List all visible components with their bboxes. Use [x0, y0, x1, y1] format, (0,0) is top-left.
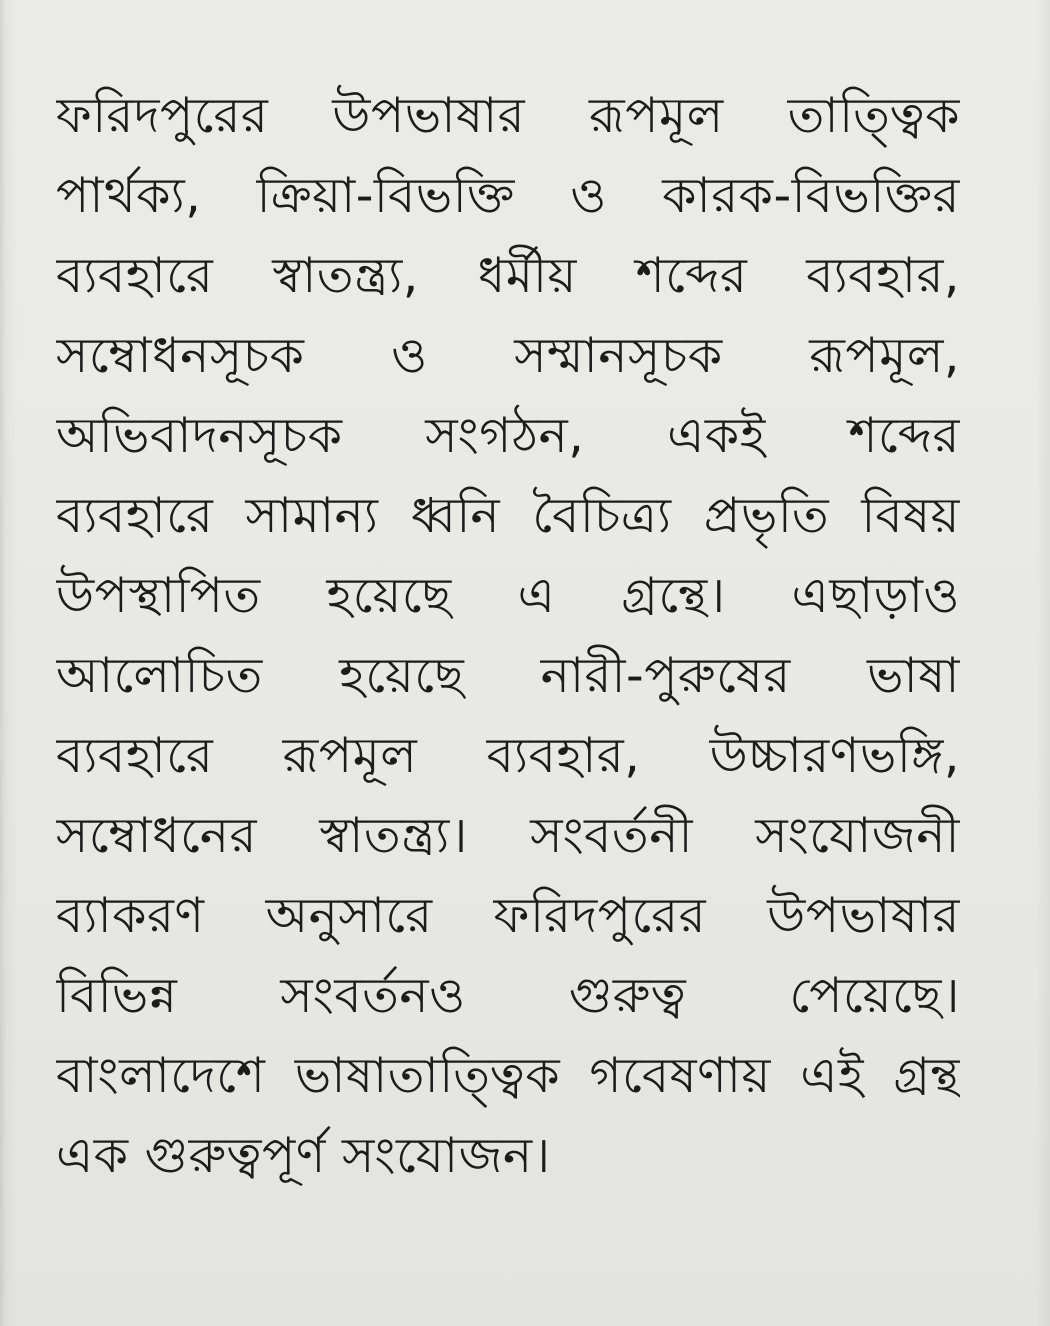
text-line: সম্বোধনের স্বাতন্ত্র্য। সংবর্তনী সংযোজনী — [56, 807, 960, 864]
text-line: পার্থক্য, ক্রিয়া-বিভক্তি ও কারক-বিভক্তির — [56, 167, 960, 224]
text-line-last: এক গুরুত্বপূর্ণ সংযোজন। — [56, 1127, 551, 1184]
text-line: সম্বোধনসূচক ও সম্মানসূচক রূপমূল, — [56, 327, 960, 384]
text-line: ফরিদপুরের উপভাষার রূপমূল তাত্ত্বিক — [56, 87, 960, 144]
text-line: ব্যবহারে সামান্য ধ্বনি বৈচিত্র্য প্রভৃতি বিষয় — [56, 487, 960, 544]
text-line: ব্যবহারে রূপমূল ব্যবহার, উচ্চারণভঙ্গি, — [56, 727, 960, 784]
text-line: উপস্থাপিত হয়েছে এ গ্রন্থে। এছাড়াও — [56, 567, 960, 624]
text-line: ব্যবহারে স্বাতন্ত্র্য, ধর্মীয় শব্দের ব্যবহার, — [56, 247, 960, 304]
body-paragraph — [56, 76, 960, 1196]
text-line: আলোচিত হয়েছে নারী-পুরুষের ভাষা — [56, 647, 960, 704]
text-line: বিভিন্ন সংবর্তনও গুরুত্ব পেয়েছে। — [56, 967, 960, 1024]
text-line: বাংলাদেশে ভাষাতাত্ত্বিক গবেষণায় এই গ্রন্থ — [56, 1047, 960, 1104]
text-line: অভিবাদনসূচক সংগঠন, একই শব্দের — [56, 407, 960, 464]
text-line: ব্যাকরণ অনুসারে ফরিদপুরের উপভাষার — [56, 887, 960, 944]
